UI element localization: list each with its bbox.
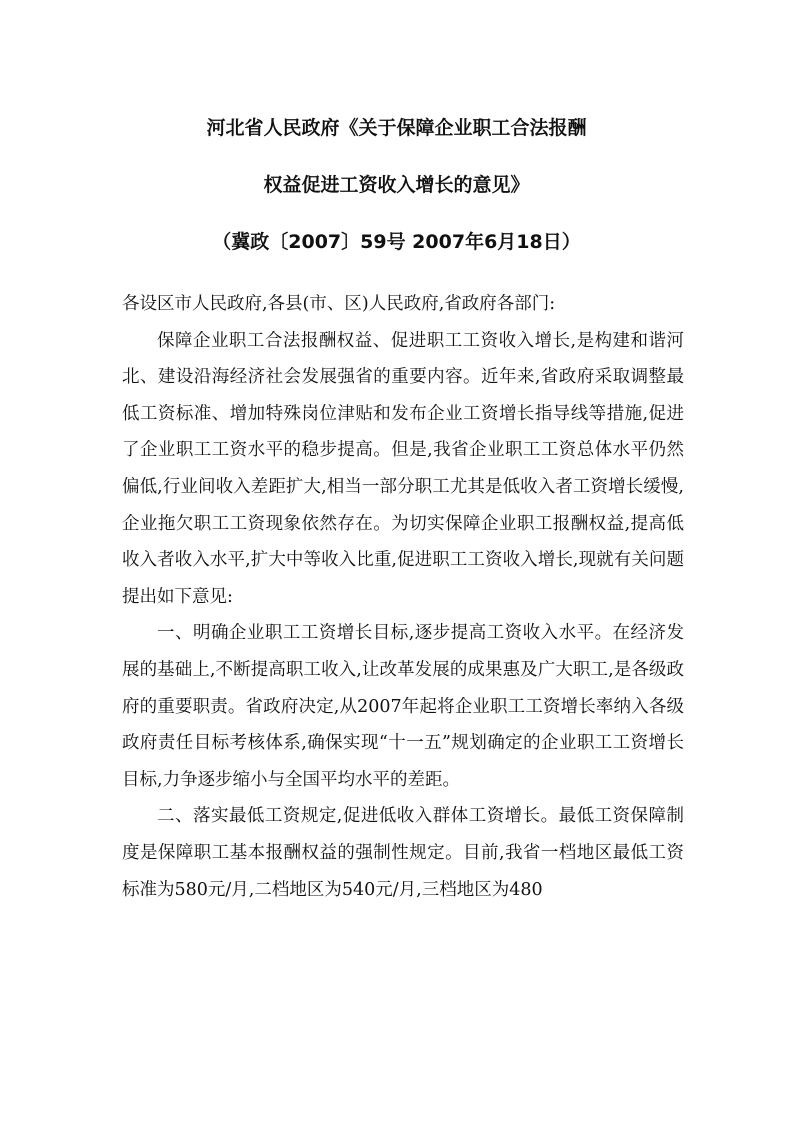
document-number-date: （冀政〔2007〕59号 2007年6月18日） <box>212 231 581 253</box>
document-title-line-1: 河北省人民政府《关于保障企业职工合法报酬 <box>206 117 587 139</box>
document-title-line-2: 权益促进工资收入增长的意见》 <box>263 174 530 196</box>
document-body <box>122 323 684 909</box>
paragraph-intro: 保障企业职工合法报酬权益、促进职工工资收入增长,是构建和谐河北、建设沿海经济社会发展强省的重要内容。近年来,省政府采取调整最低工资标准、增加特殊岗位津贴和发布企业工资增长指导线等措施,促进了企业职工工资水平的稳步提高。但是,我省企业职工工资总体水平仍然偏低,行业间收入差距扩大,相当一部分职工尤其是低收入者工资增长缓慢,企业拖欠职工工资现象依然存在。为切实保障企业职工报酬权益,提高低收入者收入水平,扩大中等收入比重,促进职工工资收入增长,现就有关问题提出如下意见: <box>122 330 684 607</box>
salutation: 各设区市人民政府,各县(市、区)人民政府,省政府各部门: <box>122 294 556 314</box>
paragraph-section-1: 一、明确企业职工工资增长目标,逐步提高工资收入水平。在经济发展的基础上,不断提高职工收入,让改革发展的成果惠及广大职工,是各级政府的重要职责。省政府决定,从2007年起将企业职工工资增长率纳入各级政府责任目标考核体系,确保实现“十一五”规划确定的企业职工工资增长目标,力争逐步缩小与全国平均水平的差距。 <box>122 623 684 790</box>
paragraph-section-2: 二、落实最低工资规定,促进低收入群体工资增长。最低工资保障制度是保障职工基本报酬权益的强制性规定。目前,我省一档地区最低工资标准为580元/月,二档地区为540元/月,三档地区为480 <box>122 806 684 900</box>
